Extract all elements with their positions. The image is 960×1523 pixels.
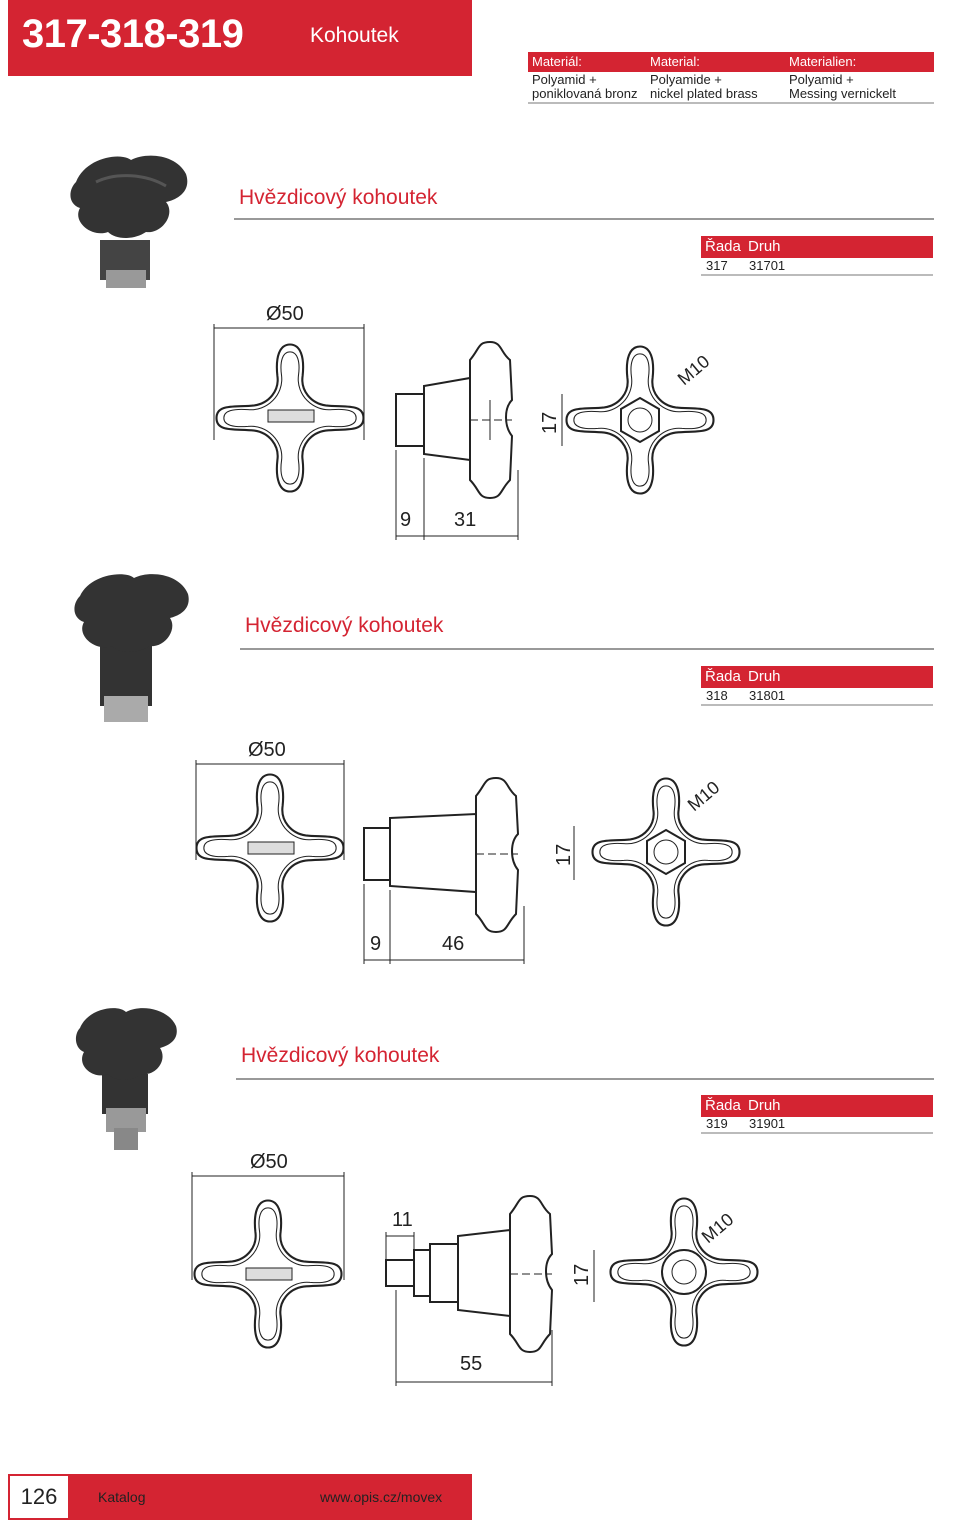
dim-height: 17 (539, 411, 561, 434)
material-label-cz: Materiál: (532, 54, 582, 69)
code-header-bar (701, 236, 933, 258)
druh-value: 31901 (749, 1116, 786, 1131)
material-value-cz: Polyamid + poniklovaná bronz (532, 72, 638, 101)
technical-drawing (200, 290, 760, 550)
page-number: 126 (8, 1474, 70, 1520)
diameter-label: Ø50 (266, 303, 304, 325)
druh-label: Druh (748, 668, 781, 685)
code-rule (701, 1132, 933, 1134)
section-title: Hvězdicový kohoutek (239, 186, 438, 209)
materials-divider (528, 102, 934, 104)
druh-value: 31701 (749, 258, 786, 273)
material-value-en: Polyamide + nickel plated brass (650, 72, 758, 101)
dim-b: 46 (442, 933, 465, 955)
druh-value: 31801 (749, 688, 786, 703)
dim-a: 9 (370, 933, 382, 955)
code-header-bar (701, 666, 933, 688)
code-header-bar (701, 1095, 933, 1117)
knob-photo (66, 152, 196, 290)
druh-label: Druh (748, 1097, 781, 1114)
rada-label: Řada (705, 668, 741, 685)
diameter-label: Ø50 (248, 739, 286, 761)
rada-label: Řada (705, 238, 741, 255)
technical-drawing (180, 1140, 770, 1400)
rada-label: Řada (705, 1097, 741, 1114)
page-footer (8, 1474, 472, 1520)
technical-drawing (186, 730, 756, 970)
druh-label: Druh (748, 238, 781, 255)
dim-b: 55 (460, 1353, 483, 1375)
thread-label: M10 (697, 1209, 738, 1248)
code-rule (701, 274, 933, 276)
section-rule (236, 1078, 934, 1080)
product-code-range: 317-318-319 (22, 12, 244, 56)
section-rule (240, 648, 934, 650)
material-label-en: Material: (650, 54, 700, 69)
knob-photo (72, 1004, 182, 1154)
knob-photo (70, 570, 200, 730)
dim-a: 9 (400, 509, 412, 531)
rada-value: 318 (706, 688, 728, 703)
section-rule (234, 218, 934, 220)
thread-label: M10 (673, 351, 714, 390)
website-link[interactable]: www.opis.cz/movex (320, 1489, 443, 1505)
rada-value: 317 (706, 258, 728, 273)
diameter-label: Ø50 (250, 1151, 288, 1173)
material-label-de: Materialien: (789, 54, 857, 69)
code-rule (701, 704, 933, 706)
dim-a: 11 (392, 1209, 413, 1231)
dim-b: 31 (454, 509, 477, 531)
dim-height: 17 (553, 843, 575, 866)
page-title: Kohoutek (310, 24, 399, 47)
materials-bar (528, 52, 934, 72)
thread-label: M10 (683, 777, 724, 816)
section-title: Hvězdicový kohoutek (241, 1044, 440, 1067)
section-title: Hvězdicový kohoutek (245, 614, 444, 637)
page-header (8, 0, 472, 76)
dim-height: 17 (571, 1263, 593, 1286)
material-value-de: Polyamid + Messing vernickelt (789, 72, 896, 101)
rada-value: 319 (706, 1116, 728, 1131)
catalog-label: Katalog (98, 1489, 146, 1505)
